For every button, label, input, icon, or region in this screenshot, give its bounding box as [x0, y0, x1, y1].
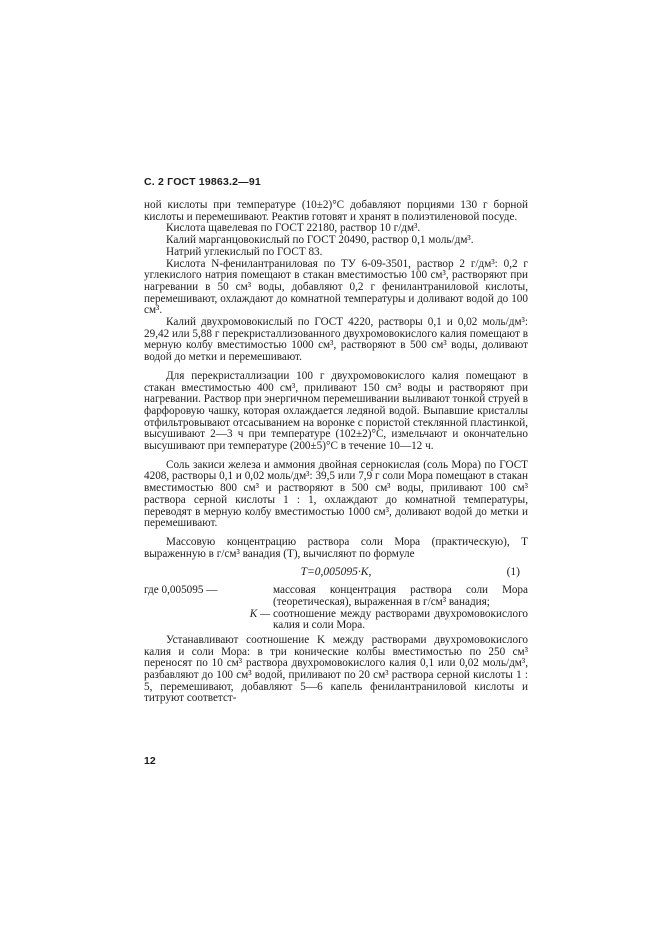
paragraph-phenylanthranilic-acid: Кислота N-фенилантраниловая по ТУ 6-09-3501, раствор 2 г/дм³: 0,2 г углекислого натрия помещают в стакан вместимостью 100 см³, растворяют при нагревании в 50 см³ воды, добавляют 0,2 г фенилантраниловой кислоты, перемешивают, охлаждают до комнатной температуры и доливают водой до 100 см³. — [144, 257, 528, 317]
formula — [144, 567, 528, 579]
paragraph-oxalic-acid: Кислота щавелевая по ГОСТ 22180, раствор 10 г/дм³. — [166, 222, 421, 235]
paragraph-recrystallization: Для перекристаллизации 100 г двухромовокислого калия помещают в стакан вместимостью 400 см³, приливают 150 см³ воды и растворяют при нагревании. Раствор при энергичном перемешивании выливают тонкой струей в фарфоровую чашку, которая охлаждается ледяной водой. Выпавшие кристаллы отфильтровывают отсасыванием на воронке с пористой стеклянной пластинкой, высушивают 2—3 ч при температуре (102±2)°С, измельчают и окончательно высушивают при температуре (200±5)°С в течение 10—12 ч. — [144, 369, 529, 453]
page-number: 12 — [144, 755, 156, 767]
definition-row — [144, 585, 528, 608]
definition-description: соотношение между растворами двухромовокислого калия и соли Мора. — [273, 607, 528, 632]
definition-description: массовая концентрация раствора соли Мора (теоретическая), выраженная в г/см³ ванадия; — [273, 584, 528, 608]
paragraph-mohr-salt: Соль закиси железа и аммония двойная сернокислая (соль Мора) по ГОСТ 4208, растворы 0,1 и 0,02 моль/дм³: 39,5 или 7,9 г соли Мора помещают в стакан вместимостью 800 см³ и растворяют в 500 см³ воды, приливают 100 см³ раствора серной кислоты 1 : 1, охлаждают до комнатной температуры, переводят в мерную колбу вместимостью 1000 см³, доливают водой до метки и перемешивают. — [144, 458, 528, 530]
definition-term: K — — [249, 607, 270, 620]
paragraph-sodium-carbonate: Натрий углекислый по ГОСТ 83. — [166, 245, 323, 258]
paragraph-concentration: Массовую концентрацию раствора соли Мора (практическую), T выраженную в г/см³ ванадия (T), вычисляют по формуле — [144, 535, 528, 560]
paragraph-ratio: Устанавливают соотношение K между растворами двухромовокислого калия и соли Мора: в три конические колбы вместимостью по 250 см³ переносят по 10 см³ раствора двухромовокислого калия 0,1 или 0,02 моль/дм³, разбавляют до 100 см³ водой, приливают по 20 см³ раствора серной кислоты 1 : 5, перемешивают, добавляют 5—6 капель фенилантраниловой кислоты и титруют соответст- — [144, 633, 528, 705]
formula-number: (1) — [506, 566, 520, 579]
definition-row — [144, 609, 528, 632]
body-text — [144, 200, 528, 705]
formula-definitions — [144, 585, 528, 632]
running-header: С. 2 ГОСТ 19863.2—91 — [144, 176, 261, 188]
definition-term: где 0,005095 — — [144, 584, 218, 597]
formula-expression: T=0,005095·K, — [300, 566, 372, 579]
paragraph-continuation: ной кислоты при температуре (10±2)°С добавляют порциями 130 г борной кислоты и перемешивают. Реактив готовят и хранят в полиэтиленовой посуде. — [144, 199, 528, 223]
paragraph-potassium-permanganate: Калий марганцовокислый по ГОСТ 20490, раствор 0,1 моль/дм³. — [166, 234, 474, 247]
paragraph-potassium-dichromate: Калий двухромовокислый по ГОСТ 4220, растворы 0,1 и 0,02 моль/дм³: 29,42 или 5,88 г перекристаллизованного двухромовокислого калия помещают в мерную колбу вместимостью 1000 см³, растворяют в 500 см³ воды, доливают водой до метки и перемешивают. — [144, 316, 528, 364]
